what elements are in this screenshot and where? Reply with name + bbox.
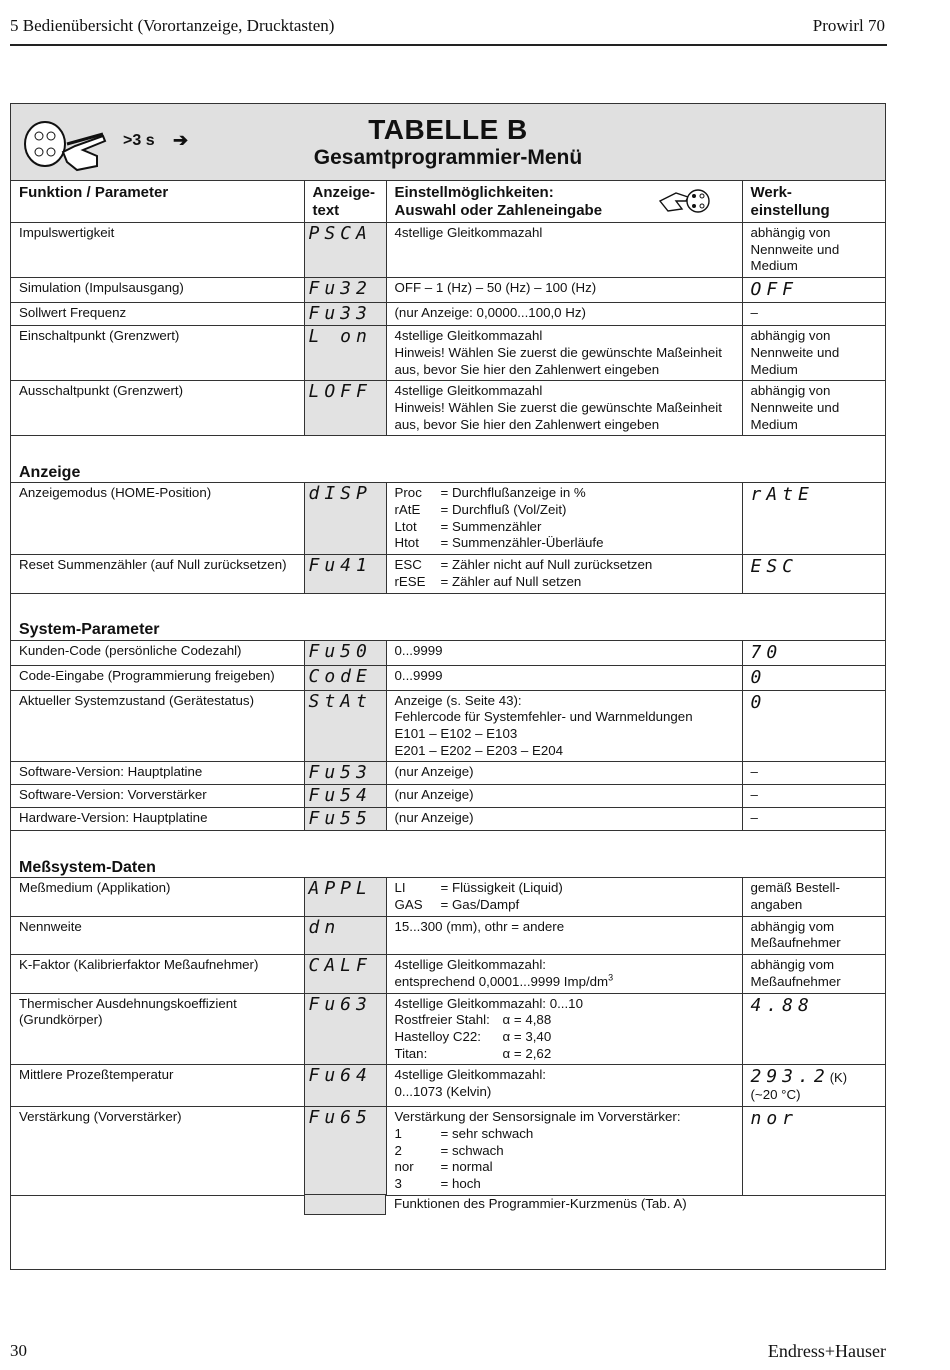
table-row — [11, 303, 885, 326]
page-header — [10, 14, 887, 46]
table-row — [11, 955, 885, 993]
brand-name: Endress+Hauser — [767, 1341, 886, 1361]
function-cell: Meßmedium (Applikation) — [11, 878, 304, 916]
default-cell: abhängig von Nennweite und Medium — [742, 381, 885, 436]
default-cell: ESC — [742, 555, 885, 593]
function-cell: Sollwert Frequenz — [11, 303, 304, 326]
table-row — [11, 326, 885, 381]
function-cell: Software-Version: Vorverstärker — [11, 785, 304, 808]
display-code: CodE — [304, 665, 386, 690]
col-header-default: Werk- einstellung — [742, 181, 885, 223]
default-cell: OFF — [742, 278, 885, 303]
options-cell: Verstärkung der Sensorsignale im Vorverstärker: 1 = sehr schwach 2 = schwach nor = normal 3 = hoch — [386, 1107, 742, 1196]
section-heading-row — [11, 831, 885, 878]
display-code: APPL — [304, 878, 386, 916]
default-cell: nor — [742, 1107, 885, 1196]
options-cell: ESC = Zähler nicht auf Null zurücksetzen rESE = Zähler auf Null setzen — [386, 555, 742, 593]
options-cell: OFF – 1 (Hz) – 50 (Hz) – 100 (Hz) — [386, 278, 742, 303]
function-cell: Nennweite — [11, 916, 304, 954]
table-row — [11, 381, 885, 436]
default-cell: abhängig von Nennweite und Medium — [742, 326, 885, 381]
table-b-frame — [10, 103, 886, 1270]
options-cell: 0...9999 — [386, 665, 742, 690]
options-cell: 4stellige Gleitkommazahl: 0...10 Rostfreier Stahl: α = 4,88 Hastelloy C22: α = 3,40 Titan: α = 2,62 — [386, 993, 742, 1065]
display-code: dISP — [304, 483, 386, 555]
options-cell: 15...300 (mm), othr = andere — [386, 916, 742, 954]
table-row — [11, 555, 885, 593]
function-cell: Anzeigemodus (HOME-Position) — [11, 483, 304, 555]
table-subtitle: Gesamtprogrammier-Menü — [313, 146, 583, 169]
options-cell: Anzeige (s. Seite 43): Fehlercode für Systemfehler- und Warnmeldungen E101 – E102 – E103 E201 – E202 – E203 – E204 — [386, 690, 742, 762]
display-code: Fu53 — [304, 762, 386, 785]
display-code: PSCA — [304, 223, 386, 278]
options-cell: LI = Flüssigkeit (Liquid) GAS = Gas/Dampf — [386, 878, 742, 916]
options-cell: (nur Anzeige) — [386, 808, 742, 831]
legend-text: Funktionen des Programmier-Kurzmenüs (Tab. A) — [394, 1196, 687, 1211]
title-band — [11, 104, 885, 181]
options-cell: Proc = Durchflußanzeige in % rAtE = Durchfluß (Vol/Zeit) Ltot = Summenzähler Htot = Summenzähler-Überläufe — [386, 483, 742, 555]
table-row — [11, 993, 885, 1065]
table-header-row — [11, 181, 885, 223]
function-cell: Einschaltpunkt (Grenzwert) — [11, 326, 304, 381]
display-code: CALF — [304, 955, 386, 993]
options-cell: (nur Anzeige) — [386, 785, 742, 808]
function-cell: Code-Eingabe (Programmierung freigeben) — [11, 665, 304, 690]
function-cell: Simulation (Impulsausgang) — [11, 278, 304, 303]
default-cell: abhängig vom Meßaufnehmer — [742, 955, 885, 993]
table-title: TABELLE B — [368, 114, 528, 145]
table-row — [11, 223, 885, 278]
default-cell: – — [742, 785, 885, 808]
keypad-icon — [658, 187, 710, 215]
col-header-function: Funktion / Parameter — [11, 181, 304, 223]
default-cell: – — [742, 808, 885, 831]
section-heading-row — [11, 436, 885, 483]
col-header-display-text: Anzeige- text — [304, 181, 386, 223]
display-code: Fu55 — [304, 808, 386, 831]
hold-duration: >3 s — [123, 132, 155, 149]
table-row — [11, 1107, 885, 1196]
options-cell: 4stellige Gleitkommazahl Hinweis! Wählen Sie zuerst die gewünschte Maßeinheit aus, bevor Sie hier den Zahlenwert eingeben — [386, 381, 742, 436]
product-name: Prowirl 70 — [812, 16, 885, 35]
display-code: Fu63 — [304, 993, 386, 1065]
options-cell: 4stellige Gleitkommazahl: 0...1073 (Kelvin) — [386, 1065, 742, 1107]
function-cell: Software-Version: Hauptplatine — [11, 762, 304, 785]
function-cell: Verstärkung (Vorverstärker) — [11, 1107, 304, 1196]
default-cell: rAtE — [742, 483, 885, 555]
function-cell: Hardware-Version: Hauptplatine — [11, 808, 304, 831]
section-system: System-Parameter — [19, 620, 160, 638]
default-cell: 4.88 — [742, 993, 885, 1065]
table-row — [11, 640, 885, 665]
function-cell: Mittlere Prozeßtemperatur — [11, 1065, 304, 1107]
table-row — [11, 808, 885, 831]
display-code: Fu54 — [304, 785, 386, 808]
options-cell: 4stellige Gleitkommazahl: entsprechend 0,0001...9999 Imp/$dm^3$ — [386, 955, 742, 993]
col-header-options: Einstellmöglichkeiten: Auswahl oder Zahleneingabe — [386, 181, 742, 223]
table-row — [11, 665, 885, 690]
options-cell: (nur Anzeige: 0,0000...100,0 Hz) — [386, 303, 742, 326]
default-cell: 70 — [742, 640, 885, 665]
options-cell: (nur Anzeige) — [386, 762, 742, 785]
section-anzeige: Anzeige — [19, 463, 81, 481]
table-row — [11, 1065, 885, 1107]
options-cell: 4stellige Gleitkommazahl — [386, 223, 742, 278]
display-code: Fu33 — [304, 303, 386, 326]
function-cell: Reset Summenzähler (auf Null zurücksetzen) — [11, 555, 304, 593]
table-row — [11, 690, 885, 762]
function-cell: Kunden-Code (persönliche Codezahl) — [11, 640, 304, 665]
function-cell: Impulswertigkeit — [11, 223, 304, 278]
chapter-title: 5 Bedienübersicht (Vorortanzeige, Drucktasten) — [10, 16, 335, 35]
default-cell: gemäß Bestell- angaben — [742, 878, 885, 916]
display-code: LOFF — [304, 381, 386, 436]
table-row — [11, 278, 885, 303]
function-cell: Ausschaltpunkt (Grenzwert) — [11, 381, 304, 436]
default-cell: – — [742, 303, 885, 326]
menu-table — [11, 180, 885, 1196]
options-cell: 0...9999 — [386, 640, 742, 665]
table-row — [11, 483, 885, 555]
display-code: Fu50 — [304, 640, 386, 665]
table-row — [11, 762, 885, 785]
default-cell: 0 — [742, 690, 885, 762]
options-cell: 4stellige Gleitkommazahl Hinweis! Wählen Sie zuerst die gewünschte Maßeinheit aus, bevor Sie hier den Zahlenwert eingeben — [386, 326, 742, 381]
default-cell: 293.2(K) (~20 °C) — [742, 1065, 885, 1107]
function-cell: K-Faktor (Kalibrierfaktor Meßaufnehmer) — [11, 955, 304, 993]
default-cell: – — [742, 762, 885, 785]
display-code: Fu64 — [304, 1065, 386, 1107]
display-code: L on — [304, 326, 386, 381]
function-cell: Aktueller Systemzustand (Gerätestatus) — [11, 690, 304, 762]
table-row — [11, 878, 885, 916]
section-mess: Meßsystem-Daten — [19, 858, 156, 876]
display-code: StAt — [304, 690, 386, 762]
display-code: Fu41 — [304, 555, 386, 593]
legend-swatch — [304, 1194, 386, 1215]
table-row — [11, 916, 885, 954]
display-code: Fu65 — [304, 1107, 386, 1196]
page-number: 30 — [10, 1341, 27, 1360]
table-row — [11, 785, 885, 808]
default-cell: abhängig vom Meßaufnehmer — [742, 916, 885, 954]
default-cell: abhängig von Nennweite und Medium — [742, 223, 885, 278]
arrow-right-icon: ➔ — [173, 130, 189, 150]
display-code: dn — [304, 916, 386, 954]
section-heading-row — [11, 593, 885, 640]
default-cell: 0 — [742, 665, 885, 690]
function-cell: Thermischer Ausdehnungskoeffizient (Grundkörper) — [11, 993, 304, 1065]
display-code: Fu32 — [304, 278, 386, 303]
